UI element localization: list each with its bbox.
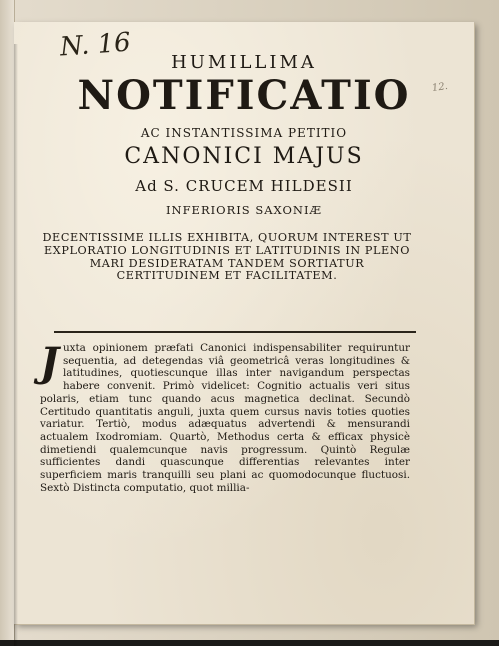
title-line-1: HUMILLIMA [171,52,317,73]
body-text: uxta opinionem præfati Canonici indispensabiliter requiruntur sequentia, ad detegendas viâ geometricâ veras longitudines & latitudines, quotiescunque illas inter navigandum perspectas habere convenit. Primò videlicet: Cognitio actualis veri situs polaris, etiam tunc quando acus magnetica declinat. Secundò Certitudo quantitatis anguli, juxta quem cursus navis toties quoties variatur. Tertiò, modus adæquatus advertendi & mensurandi actualem Ixodromiam. Quartò, Methodus certa & efficax physicè dimetiendi qualemcunque navis progressum. Quintò Regulæ sufficientes dandi quascunque differentias relevantes inter superficiem maris tranquilli seu plani ac quomodocunque fluctuosi. Sextò Distincta computatio, quot millia- [40,342,410,494]
body-paragraph [40,339,410,494]
binding-strip [0,0,15,640]
title-line-6: INFERIORIS SAXONIÆ [165,203,323,217]
subtitle: DECENTISSIME ILLIS EXHIBITA, QUORUM INTEREST UT EXPLORATIO LONGITUDINIS ET LATITUDINIS IN PLENO MARI DESIDERATAM TANDEM SORTIATUR CERTITUDINEM ET FACILITATEM. [42,231,412,283]
document-page [14,22,474,624]
title-line-4: CANONICI MAJUS [124,144,364,169]
title-line-3: AC INSTANTISSIMA PETITIO [140,126,348,140]
drop-cap: J [40,339,59,386]
margin-note: 12. [431,80,449,95]
title-line-5: Ad S. CRUCEM HILDESII [135,177,353,195]
handwritten-number: N. 16 [59,27,132,63]
main-title: NOTIFICATIO [77,72,411,119]
divider-rule [54,331,416,333]
